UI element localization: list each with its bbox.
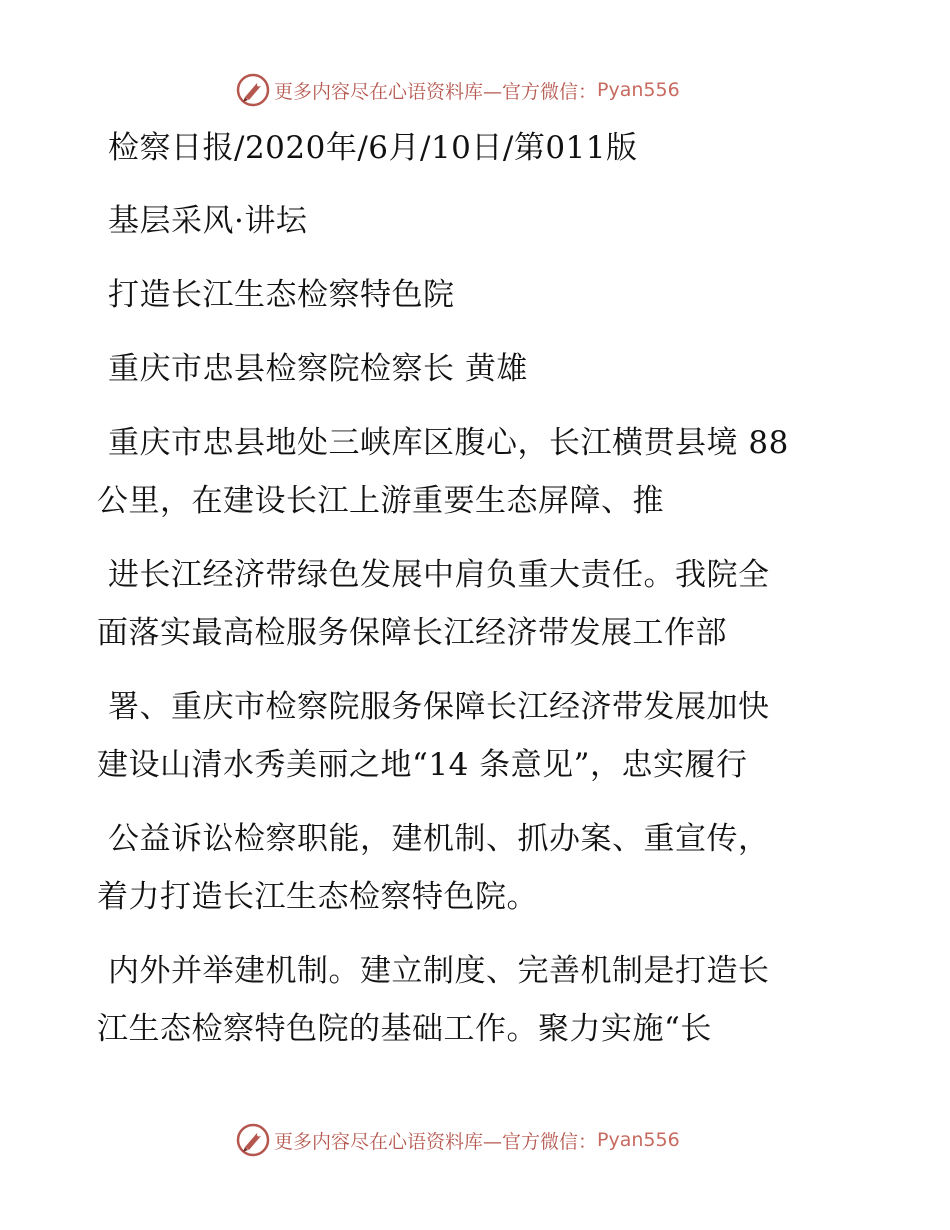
- paragraph-3-line-2: 建设山清水秀美丽之地“14 条意见”，忠实履行: [97, 747, 748, 783]
- watermark-wechat-id: Pyan556: [597, 1129, 680, 1151]
- paragraph-4-line-1: 公益诉讼检察职能，建机制、抓办案、重宣传，: [108, 821, 770, 857]
- footer-watermark-banner: [236, 1122, 680, 1158]
- paragraph-1-line-2: 公里，在建设长江上游重要生态屏障、推: [97, 483, 664, 519]
- header-watermark-banner: [236, 72, 680, 108]
- source-line: 检察日报/2020年/6月/10日/第011版: [108, 130, 638, 166]
- paragraph-5-line-1: 内外并举建机制。建立制度、完善机制是打造长: [108, 953, 770, 989]
- watermark-wechat-id: Pyan556: [597, 79, 680, 101]
- article-author: 重庆市忠县检察院检察长 黄雄: [108, 351, 528, 387]
- paragraph-1-line-1: 重庆市忠县地处三峡库区腹心，长江横贯县境 88: [108, 425, 789, 461]
- column-name: 基层采风·讲坛: [108, 203, 308, 239]
- watermark-text: 更多内容尽在心语资料库—官方微信：: [274, 1130, 598, 1153]
- paragraph-5-line-2: 江生态检察特色院的基础工作。聚力实施“长: [97, 1011, 712, 1047]
- paragraph-2-line-2: 面落实最高检服务保障长江经济带发展工作部: [97, 615, 727, 651]
- watermark-text: 更多内容尽在心语资料库—官方微信：: [274, 80, 598, 103]
- paragraph-4-line-2: 着力打造长江生态检察特色院。: [97, 879, 538, 915]
- paragraph-3-line-1: 署、重庆市检察院服务保障长江经济带发展加快: [108, 689, 770, 725]
- pen-logo-icon: [236, 73, 270, 107]
- paragraph-2-line-1: 进长江经济带绿色发展中肩负重大责任。我院全: [108, 557, 770, 593]
- article-title: 打造长江生态检察特色院: [108, 277, 455, 313]
- pen-logo-icon: [236, 1123, 270, 1157]
